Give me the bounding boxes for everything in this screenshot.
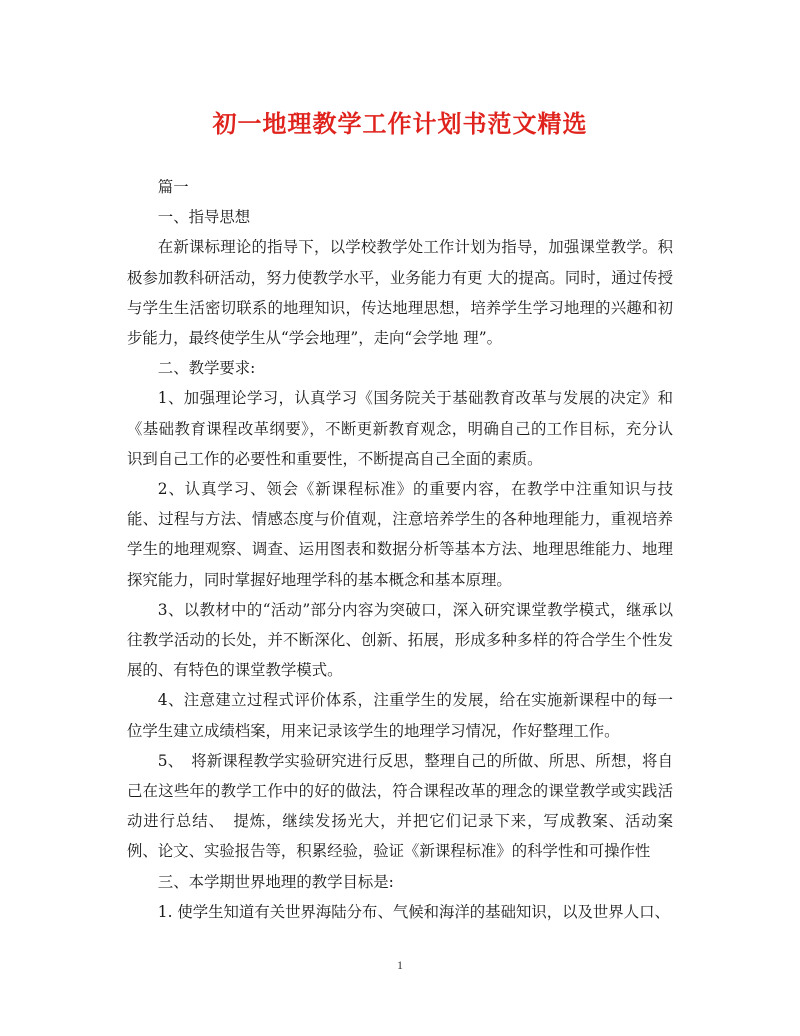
paragraph-requirement-4: 4、注意建立过程式评价体系，注重学生的发展，给在实施新课程中的每一位学生建立成绩档案，用来记录该学生的地理学习情况，作好整理工作。 [127, 691, 673, 740]
paragraph-requirement-3: 3、以教材中的“活动”部分内容为突破口，深入研究课堂教学模式，继承以往教学活动的长处，并不断深化、创新、拓展，形成多种多样的符合学生个性发展的、有特色的课堂教学模式。 [127, 600, 673, 680]
document-body [127, 172, 673, 927]
paragraph-guiding-ideas: 在新课标理论的指导下，以学校教学处工作计划为指导，加强课堂教学。积极参加教科研活动，努力使教学水平，业务能力有更 大的提高。同时，通过传授与学生生活密切联系的地理知识，传达地理思想，培养学生学习地理的兴趣和初步能力，最终使学生从“学会地理”，走向“会学地 理”。 [127, 238, 673, 348]
paragraph-requirement-5: 5、 将新课程教学实验研究进行反思，整理自己的所做、所思、所想，将自己在这些年的教学工作中的好的做法，符合课程改革的理念的课堂教学或实践活动进行总结、 提炼，继续发扬光大，并把它们记录下来，写成教案、活动案例、论文、实验报告等，积累经验，验证《新课程标准》的科学性和可操作性 [127, 751, 673, 861]
page-number: 1 [397, 958, 403, 972]
paragraph-goal-1: 1. 使学生知道有关世界海陆分布、气候和海洋的基础知识，以及世界人口、 [157, 902, 670, 921]
paragraph-requirement-1: 1、加强理论学习，认真学习《国务院关于基础教育改革与发展的决定》和《基础教育课程改革纲要》，不断更新教育观念，明确自己的工作目标，充分认识到自己工作的必要性和重要性，不断提高自己全面的素质。 [127, 389, 673, 468]
section-heading-guiding-ideas: 一、指导思想 [157, 208, 251, 227]
document-title: 初一地理教学工作计划书范文精选 [212, 109, 588, 138]
section-heading-teaching-requirements: 二、教学要求: [157, 359, 256, 378]
paragraph-requirement-2: 2、认真学习、领会《新课程标准》的重要内容，在教学中注重知识与技能、过程与方法、情感态度与价值观，注意培养学生的各种地理能力，重视培养学生的地理观察、调查、运用图表和数据分析等基本方法、地理思维能力、地理探究能力，同时掌握好地理学科的基本概念和基本原理。 [127, 480, 673, 589]
section-heading-teaching-goals: 三、本学期世界地理的教学目标是: [157, 872, 394, 891]
section-label: 篇一 [157, 178, 189, 196]
